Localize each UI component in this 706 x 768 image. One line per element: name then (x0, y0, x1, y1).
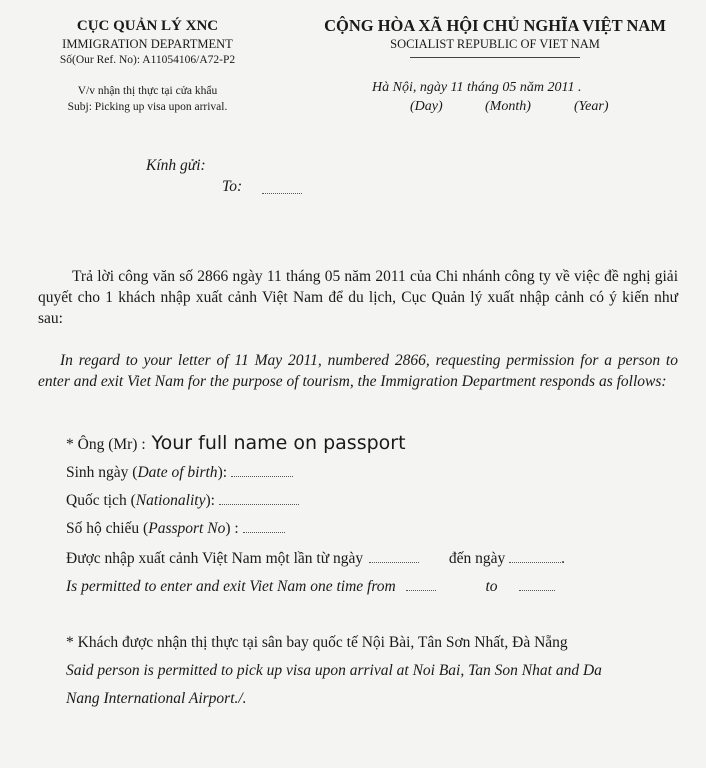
passport-blank (243, 531, 285, 533)
passport-label-tail: ) : (225, 520, 239, 537)
name-row (66, 432, 406, 454)
entry-row-en (66, 578, 555, 596)
month-label: (Month) (485, 99, 531, 114)
year-label: (Year) (574, 99, 609, 114)
nationality-row (66, 492, 299, 510)
nationality-label-tail: ): (205, 492, 215, 509)
passport-label: Số hộ chiếu ( (66, 520, 149, 537)
passport-row (66, 520, 285, 538)
entry-from-blank-vn (369, 561, 419, 563)
entry-to-blank-en (519, 589, 555, 591)
agency-name-en: IMMIGRATION DEPARTMENT (62, 37, 233, 51)
entry-row-vn: Được nhập xuất cảnh Việt Nam một lần từ ngày đến ngày . (66, 550, 566, 567)
country-name-vn: CỘNG HÒA XÃ HỘI CHỦ NGHĨA VIỆT NAM (324, 16, 666, 35)
entry-to-label-en: to (485, 578, 498, 595)
entry-label-vn: Được nhập xuất cảnh Việt Nam một lần từ ngày (66, 550, 364, 567)
dob-label: Sinh ngày ( (66, 464, 138, 481)
reference-number: Số(Our Ref. No): A11054106/A72-P2 (59, 54, 236, 66)
entry-from-blank-en (406, 589, 436, 591)
to-label: To: (222, 178, 243, 195)
country-name-en: SOCIALIST REPUBLIC OF VIET NAM (390, 37, 600, 51)
agency-name-vn: CỤC QUẢN LÝ XNC (76, 18, 219, 34)
nationality-blank (219, 503, 299, 505)
airport-note-en-line2: Nang International Airport./. (66, 690, 247, 707)
header-rule (410, 57, 580, 58)
dob-label-tail: ): (217, 464, 228, 481)
reply-paragraph-vn: Trả lời công văn số 2866 ngày 11 tháng 05 năm 2011 của Chi nhánh công ty về việc đề nghị giải quyết cho 1 khách nhập xuất cảnh Việt Nam để du lịch, Cục Quản lý xuất nhập cảnh có ý kiến như sau: (38, 268, 678, 327)
date-line: Hà Nội, ngày 11 tháng 05 năm 2011 . (372, 80, 582, 95)
airport-note-en-line1: Said person is permitted to pick up visa upon arrival at Noi Bai, Tan Son Nhat and Da (66, 662, 602, 679)
day-label: (Day) (410, 99, 443, 114)
entry-label-en: Is permitted to enter and exit Viet Nam one time from (66, 578, 396, 595)
entry-to-blank-vn (509, 561, 561, 563)
name-value: Your full name on passport (151, 432, 406, 454)
subject-en: Subj: Picking up visa upon arrival. (67, 101, 228, 113)
dob-blank (231, 475, 293, 477)
airport-note-vn: * Khách được nhận thị thực tại sân bay quốc tế Nội Bài, Tân Sơn Nhất, Đà Nẵng (66, 634, 568, 651)
mr-label: * Ông (Mr) : (66, 436, 146, 453)
subject-vn: V/v nhận thị thực tại cửa khẩu (77, 85, 218, 97)
kinh-gui-label: Kính gửi: (146, 157, 206, 174)
nationality-label: Quốc tịch ( (66, 492, 136, 509)
dob-row (66, 464, 293, 482)
dob-label-en: Date of birth (137, 464, 218, 481)
nationality-label-en: Nationality (135, 492, 206, 509)
entry-to-label-vn: đến ngày (448, 550, 506, 567)
passport-label-en: Passport No (148, 520, 226, 537)
recipient-blank (262, 192, 302, 194)
reply-paragraph-en: In regard to your letter of 11 May 2011, numbered 2866, requesting permission for a person to enter and exit Viet Nam for the purpose of tourism, the Immigration Department responds as follows: (38, 352, 678, 390)
